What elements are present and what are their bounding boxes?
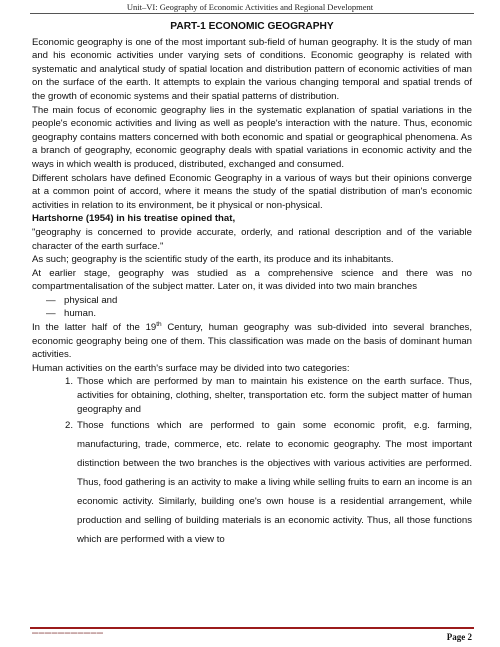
list-number: 1. [65, 376, 74, 388]
paragraph-earlier-stage: At earlier stage, geography was studied as a comprehensive science and there was no compartmentalisation of the subject matter. Later on, it was divided into two main branches [32, 267, 472, 293]
paragraph-definitions: Different scholars have defined Economic Geography in a various of ways but their opinions converge at a common point of accord, where it means the study of the spatial distribution of man's economic activities in relation to its environment, be it physical or non-physical. [32, 172, 472, 211]
branch-label: human. [64, 308, 96, 320]
hartshorne-quote: "geography is concerned to provide accurate, orderly, and rational description and of the variable character of the earth surface." [32, 226, 472, 252]
p6-before: In the latter half of the 19 [32, 322, 157, 334]
footer-divider [30, 627, 474, 629]
paragraph-focus: The main focus of economic geography lies in the systematic explanation of spatial variations in the people's economic activities and living as well as people's interaction with the nature. Thus, economic geography contains matters concerned with both economic and spatial or geographical phenomena. As a branch of geography, economic geography deals with spatial variations in economic activity and the ways in which wealth is produced, distributed, exchanged and consumed. [32, 104, 472, 170]
dash-marker: — [46, 294, 56, 306]
paragraph-intro: Economic geography is one of the most important sub-field of human geography. It is the study of man and his economic activities under varying sets of conditions. Economic geography is related with systematic and analytical study of spatial location and distribution pattern of economic activities of man on the surface of the earth. It attempts to explain the various changing temporal and spatial trends of the growth of economic systems and their spatial patterns of distribution. [32, 36, 472, 102]
running-header: Unit–VI: Geography of Economic Activities and Regional Development [126, 2, 374, 12]
branch-label: physical and [64, 294, 118, 306]
paragraph-19th-century [32, 321, 472, 362]
list-item [32, 416, 472, 549]
branch-item-physical [32, 294, 472, 308]
page-body [32, 20, 472, 549]
list-item [32, 375, 472, 416]
paragraph-scientific-study: As such; geography is the scientific study of the earth, its produce and its inhabitants. [32, 254, 394, 266]
list-text: Those functions which are performed to gain some economic profit, e.g. farming, manufacturing, trade, commerce, etc. relate to economic geography. The most important distinction between the two branches is the objectives with various activities are performed. Thus, food gathering is an activity to make a living while selling fruits to earn an income is an economic activity. Similarly, building one's own house is a residential arrangement, while production and selling of building materials is an economic activity. Thus, all those functions which are performed with a view to [77, 420, 472, 546]
dash-marker: — [46, 308, 56, 320]
paragraph-categories-intro: Human activities on the earth's surface may be divided into two categories: [32, 362, 350, 374]
categories-list [32, 375, 472, 549]
branch-item-human [32, 307, 472, 321]
header-divider [30, 13, 474, 14]
section-title: PART-1 ECONOMIC GEOGRAPHY [170, 21, 334, 32]
ordinal-superscript: th [156, 320, 162, 328]
page-number: Page 2 [446, 632, 472, 642]
list-number: 2. [65, 420, 74, 432]
list-text: Those which are performed by man to maintain his existence on the earth surface. Thus, activities for obtaining, clothing, shelter, transportation etc. form the subject matter of human geography and [77, 376, 472, 415]
p6-after: Century, human geography was sub-divided into several branches, economic geography being one of them. This classification was made on the basis of dominant human activities. [32, 322, 473, 361]
footer-faint-text: ▬▬▬▬▬▬▬▬▬▬▬ [32, 630, 104, 636]
hartshorne-heading: Hartshorne (1954) in his treatise opined that, [32, 213, 236, 225]
